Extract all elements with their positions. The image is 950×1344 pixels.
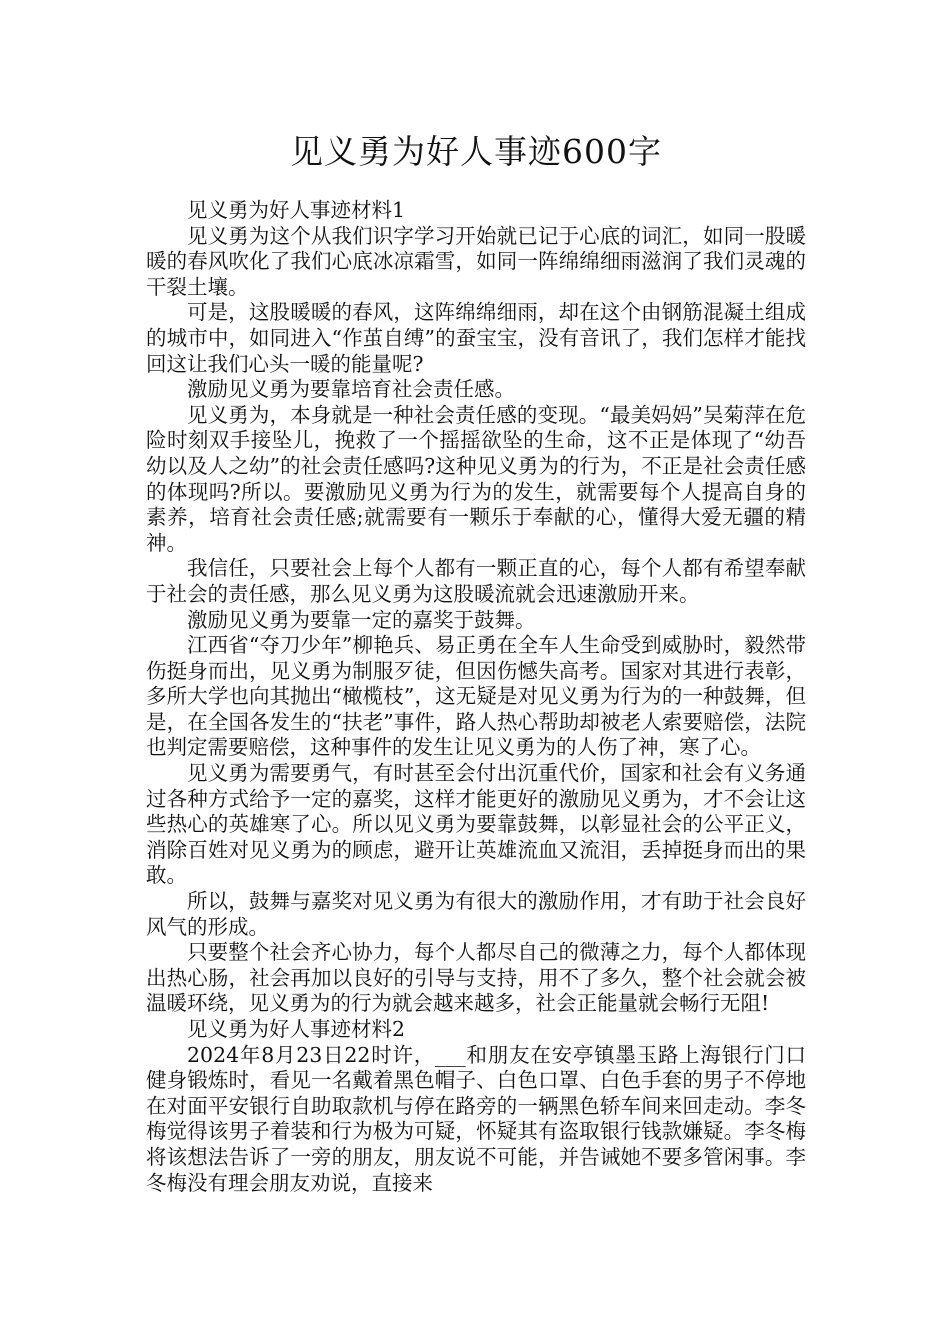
body-paragraph: 江西省“夺刀少年”柳艳兵、易正勇在全车人生命受到威胁时，毅然带伤挺身而出，见义勇为制服歹徒，但因伤憾失高考。国家对其进行表彰，多所大学也向其抛出“橄榄枝”，这无疑是对见义勇为行为的一种鼓舞，但是，在全国各发生的“扶老”事件，路人热心帮助却被老人索要赔偿，法院也判定需要赔偿，这种事件的发生让见义勇为的人伤了神，寒了心。	[146, 633, 806, 760]
heading-material-2: 见义勇为好人事迹材料2	[187, 1017, 406, 1041]
body-paragraph: 可是，这股暖暖的春风，这阵绵绵细雨，却在这个由钢筋混凝土组成的城市中，如同进入“作茧自缚”的蚕宝宝，没有音讯了，我们怎样才能找回这让我们心头一暖的能量呢?	[146, 300, 806, 376]
section-heading: 激励见义勇为要靠一定的嘉奖于鼓舞。	[187, 607, 536, 632]
body-paragraph: 我信任，只要社会上每个人都有一颗正直的心，每个人都有希望奉献于社会的责任感，那么见义勇为这股暖流就会迅速激励开来。	[146, 556, 806, 606]
body-paragraph: 见义勇为需要勇气，有时甚至会付出沉重代价，国家和社会有义务通过各种方式给予一定的嘉奖，这样才能更好的激励见义勇为，才不会让这些热心的英雄寒了心。所以见义勇为要靠鼓舞，以彰显社会的公平正义，消除百姓对见义勇为的顾虑，避开让英雄流血又流泪，丢掉挺身而出的果敢。	[146, 761, 806, 888]
body-paragraph: 所以，鼓舞与嘉奖对见义勇为有很大的激励作用，才有助于社会良好风气的形成。	[146, 889, 806, 939]
body-paragraph: 见义勇为这个从我们识字学习开始就已记于心底的词汇，如同一股暖暖的春风吹化了我们心底冰凉霜雪，如同一阵绵绵细雨滋润了我们灵魂的干裂土壤。	[146, 223, 806, 299]
document-title: 见义勇为好人事迹600字	[290, 132, 662, 171]
document-page	[146, 126, 806, 1196]
body-paragraph: 只要整个社会齐心协力，每个人都尽自己的微薄之力，每个人都体现出热心肠，社会再加以良好的引导与支持，用不了多久，整个社会就会被温暖环绕，见义勇为的行为就会越来越多，社会正能量就会畅行无阻!	[146, 940, 806, 1016]
body-paragraph: 见义勇为，本身就是一种社会责任感的变现。“最美妈妈”吴菊萍在危险时刻双手接坠儿，挽救了一个摇摇欲坠的生命，这不正是体现了“幼吾幼以及人之幼”的社会责任感吗?这种见义勇为的行为，不正是社会责任感的体现吗?所以。要激励见义勇为行为的发生，就需要每个人提高自身的素养，培育社会责任感;就需要有一颗乐于奉献的心，懂得大爱无疆的精神。	[146, 402, 806, 555]
section-heading: 激励见义勇为要靠培育社会责任感。	[187, 377, 515, 402]
body-paragraph: 2024年8月23日22时许，___和朋友在安亭镇墨玉路上海银行门口健身锻炼时，看见一名戴着黑色帽子、白色口罩、白色手套的男子不停地在对面平安银行自助取款机与停在路旁的一辆黑色轿车间来回走动。李冬梅觉得该男子着装和行为极为可疑，怀疑其有盗取银行钱款嫌疑。李冬梅将该想法告诉了一旁的朋友，朋友说不可能，并告诫她不要多管闲事。李冬梅没有理会朋友劝说，直接来	[146, 1042, 806, 1195]
heading-material-1: 见义勇为好人事迹材料1	[187, 198, 406, 222]
